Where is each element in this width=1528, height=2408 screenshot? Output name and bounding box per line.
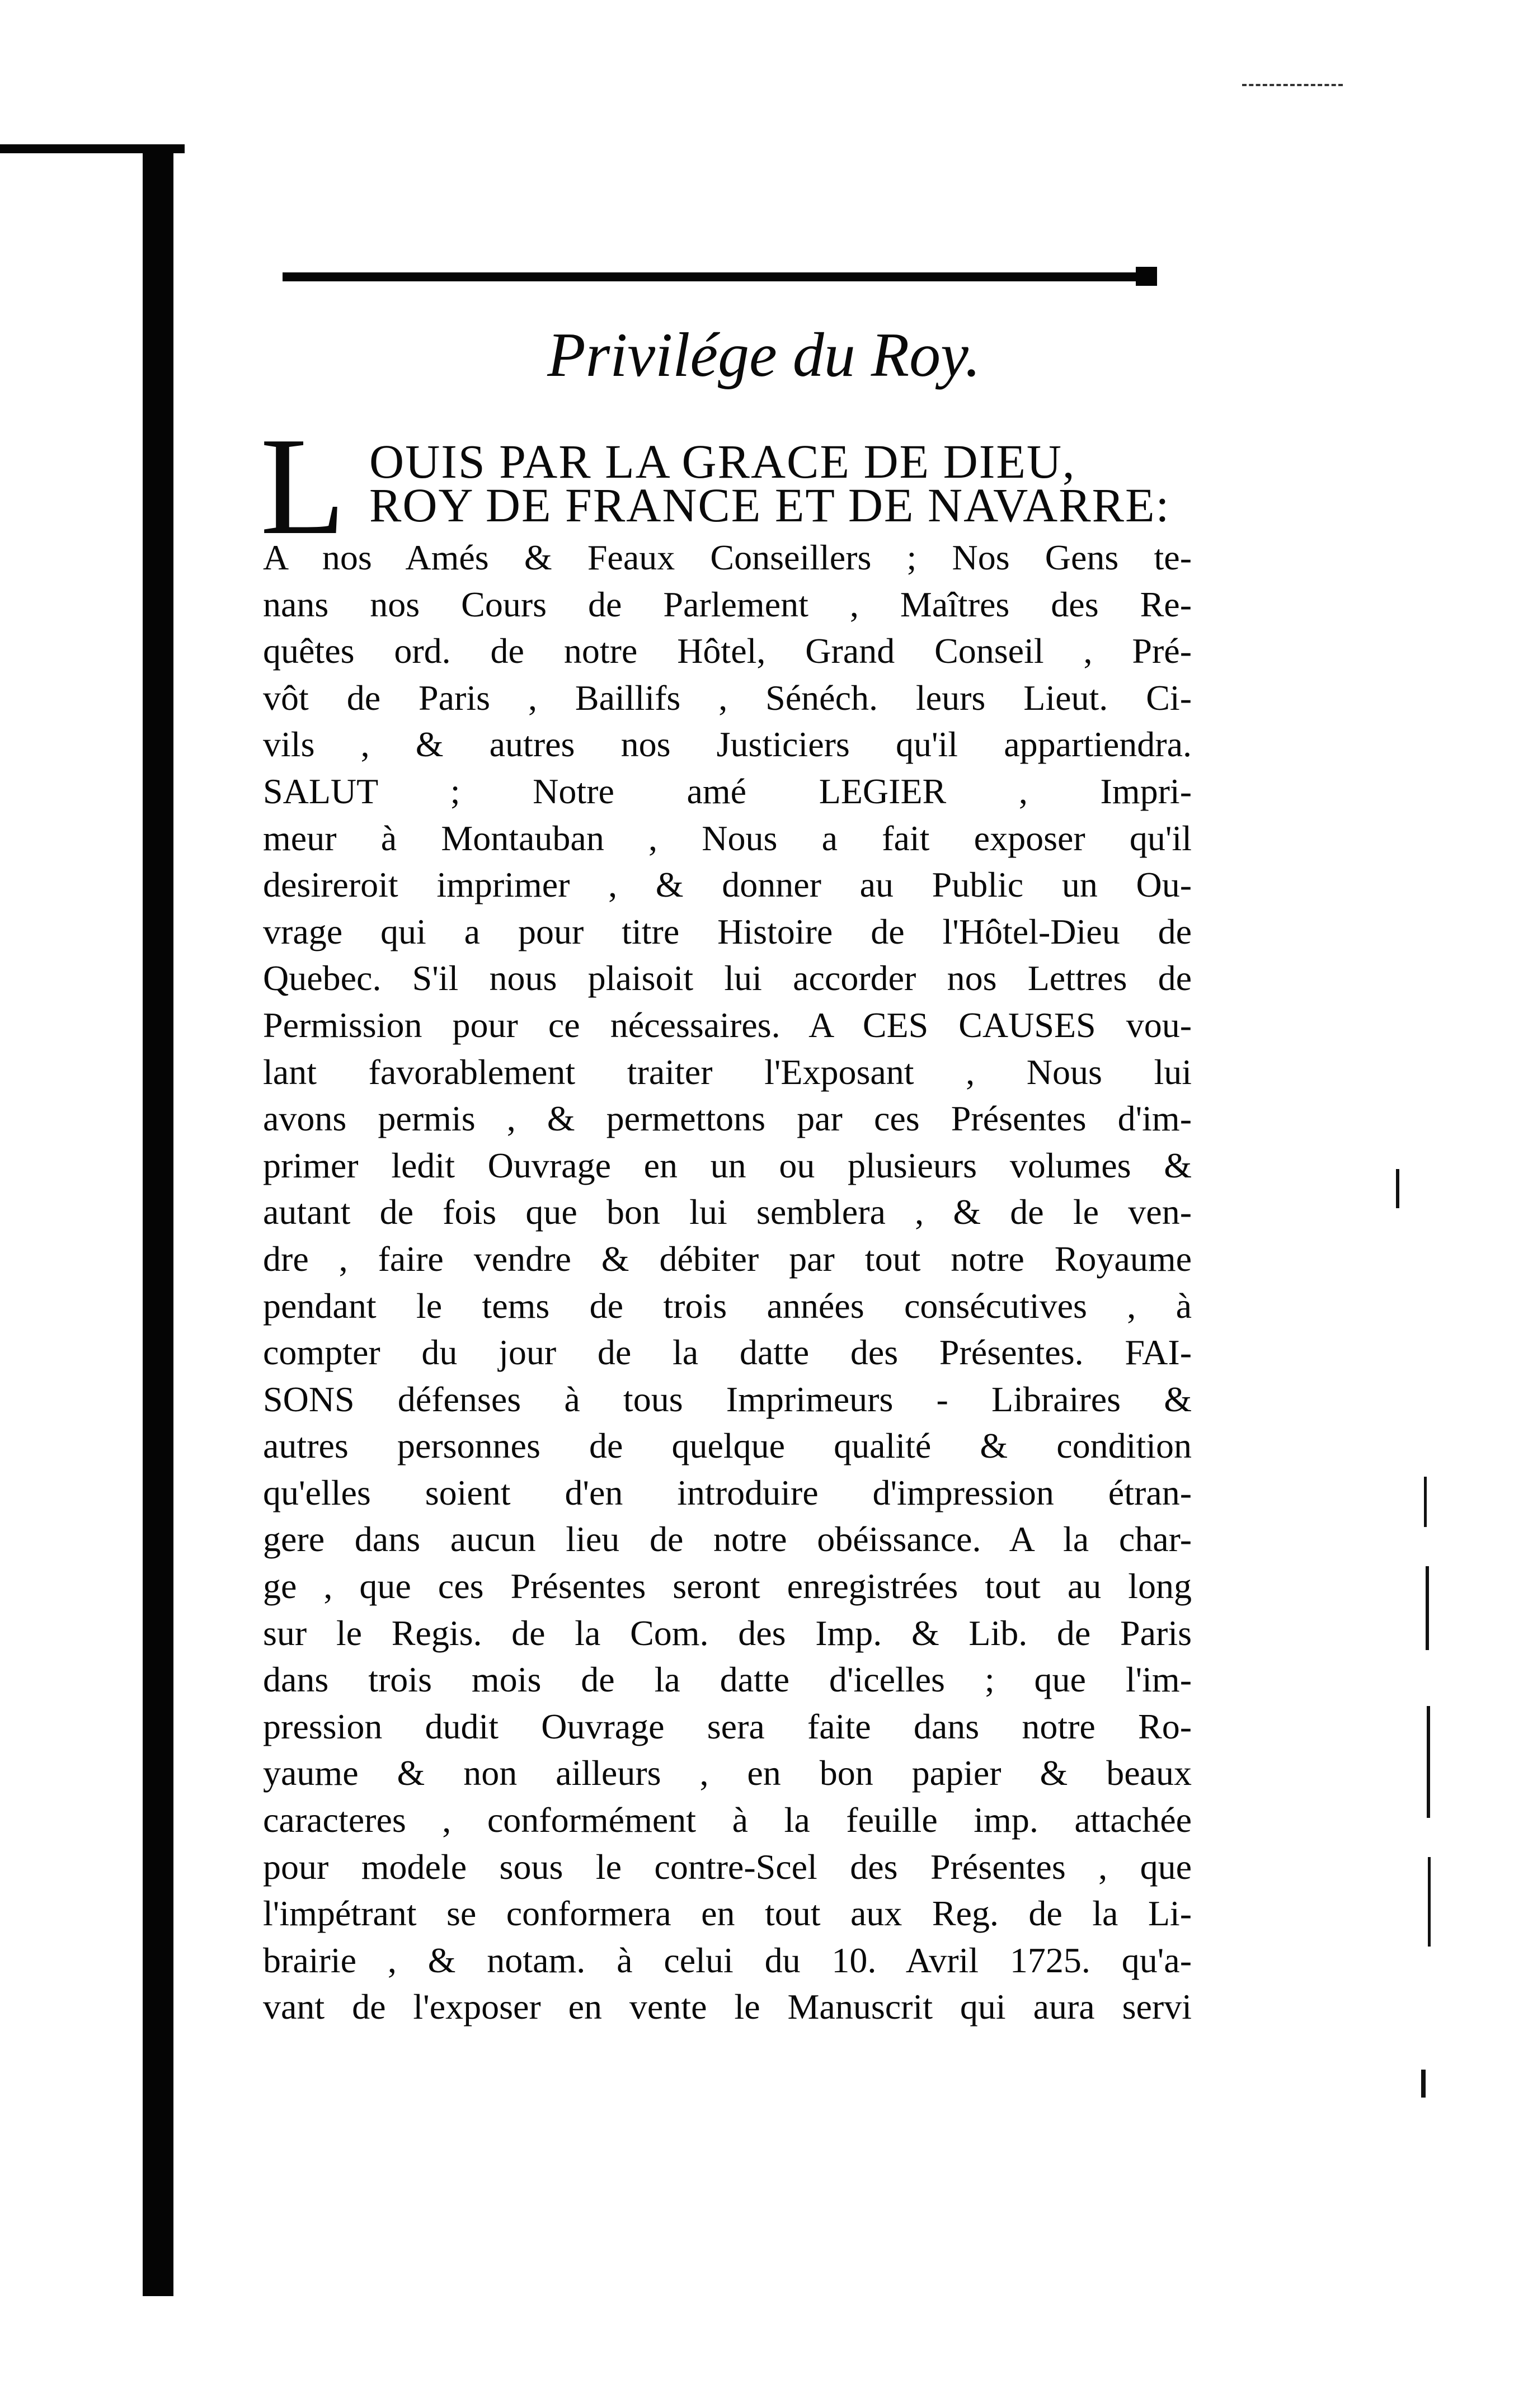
text-line: compter du jour de la datte des Présentes. FAI- xyxy=(263,1332,1192,1373)
text-line: autant de fois que bon lui semblera , & de le ven- xyxy=(263,1192,1192,1232)
scan-speck xyxy=(1427,1706,1430,1818)
text-line: A nos Amés & Feaux Conseillers ; Nos Gens te- xyxy=(263,538,1192,577)
text-line: Permission pour ce nécessaires. A CES CAUSES vou- xyxy=(263,1005,1192,1045)
text-line: sur le Regis. de la Com. des Imp. & Lib. de Paris xyxy=(263,1613,1192,1653)
scan-speck xyxy=(1421,2070,1426,2098)
text-line: brairie , & notam. à celui du 10. Avril 1725. qu'a- xyxy=(263,1940,1192,1980)
text-line: qu'elles soient d'en introduire d'impression étran- xyxy=(263,1472,1192,1512)
text-line: vôt de Paris , Baillifs , Sénéch. leurs Lieut. Ci- xyxy=(263,677,1192,718)
text-line: lant favorablement traiter l'Exposant , Nous lui xyxy=(263,1052,1192,1092)
scan-speck xyxy=(1426,1566,1429,1650)
binding-edge xyxy=(143,148,173,2296)
drop-cap: L xyxy=(260,409,346,564)
scan-speck xyxy=(1396,1169,1399,1208)
text-line: autres personnes de quelque qualité & condition xyxy=(263,1426,1192,1466)
text-line: gere dans aucun lieu de notre obéissance. A la char- xyxy=(263,1519,1192,1559)
heading-line: ROY DE FRANCE ET DE NAVARRE: xyxy=(369,478,1170,532)
text-line: vant de l'exposer en vente le Manuscrit qui aura servi xyxy=(263,1987,1192,2027)
text-line: dre , faire vendre & débiter par tout notre Royaume xyxy=(263,1238,1192,1279)
text-line: vrage qui a pour titre Histoire de l'Hôtel-Dieu de xyxy=(263,911,1192,951)
text-line: pendant le tems de trois années consécutives , à xyxy=(263,1285,1192,1326)
text-line: yaume & non ailleurs , en bon papier & beaux xyxy=(263,1753,1192,1793)
text-line: quêtes ord. de notre Hôtel, Grand Conseil , Pré- xyxy=(263,631,1192,671)
text-line: ge , que ces Présentes seront enregistrées tout au long xyxy=(263,1566,1192,1606)
ornamental-rule xyxy=(283,272,1155,281)
scan-speck xyxy=(1424,1477,1427,1527)
text-line: primer ledit Ouvrage en un ou plusieurs volumes & xyxy=(263,1145,1192,1185)
text-line: pression dudit Ouvrage sera faite dans notre Ro- xyxy=(263,1706,1192,1746)
text-line: desireroit imprimer , & donner au Public un Ou- xyxy=(263,865,1192,905)
text-line: l'impétrant se conformera en tout aux Reg. de la Li- xyxy=(263,1893,1192,1934)
text-line: vils , & autres nos Justiciers qu'il appartiendra. xyxy=(263,724,1192,765)
text-line: caracteres , conformément à la feuille imp. attachée xyxy=(263,1800,1192,1840)
ornamental-rule-end xyxy=(1136,267,1157,286)
scan-speck xyxy=(1428,1857,1431,1947)
body-text xyxy=(263,534,1192,2030)
margin-marks xyxy=(1242,84,1343,89)
text-line: SALUT ; Notre amé LEGIER , Impri- xyxy=(263,771,1192,811)
heading-line: OUIS PAR LA GRACE DE DIEU, xyxy=(369,435,1076,488)
text-line: meur à Montauban , Nous a fait exposer qu'il xyxy=(263,818,1192,858)
text-line: avons permis , & permettons par ces Présentes d'im- xyxy=(263,1099,1192,1139)
text-line: nans nos Cours de Parlement , Maîtres des Re- xyxy=(263,584,1192,624)
text-line: Quebec. S'il nous plaisoit lui accorder nos Lettres de xyxy=(263,958,1192,998)
text-line: SONS défenses à tous Imprimeurs - Libraires & xyxy=(263,1379,1192,1419)
text-line: dans trois mois de la datte d'icelles ; que l'im- xyxy=(263,1660,1192,1700)
text-line: pour modele sous le contre-Scel des Présentes , que xyxy=(263,1846,1192,1887)
page-title: Privilége du Roy. xyxy=(547,321,981,390)
